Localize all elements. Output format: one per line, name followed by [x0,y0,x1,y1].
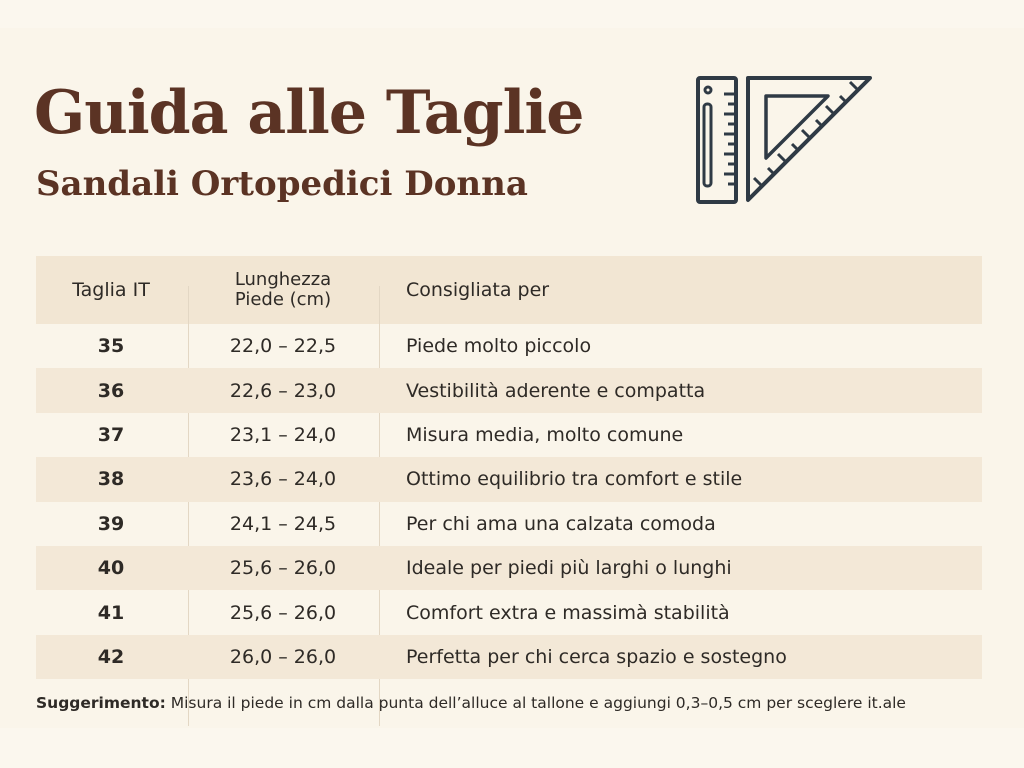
table-row [36,635,982,679]
page-subtitle: Sandali Ortopedici Donna [36,164,528,204]
length-cell: 22,6 – 23,0 [229,379,337,402]
table-row [36,413,982,457]
size-table [36,256,982,679]
table-header [36,256,982,324]
header-size-it: Taglia IT [72,279,150,301]
size-cell: 37 [97,423,125,446]
recommendation-cell: Perfetta per chi cerca spazio e sostegno [406,645,787,668]
recommendation-cell: Vestibilità aderente e compatta [406,379,706,402]
size-cell: 35 [97,335,125,358]
header-recommended-for: Consigliata per [406,279,550,301]
length-cell: 25,6 – 26,0 [229,557,337,580]
recommendation-cell: Misura media, molto comune [406,423,684,446]
size-cell: 40 [97,557,125,580]
recommendation-cell: Ottimo equilibrio tra comfort e stile [406,468,743,491]
length-cell: 23,6 – 24,0 [229,468,337,491]
recommendation-cell: Comfort extra e massimà stabilità [406,601,730,624]
page-title: Guida alle Taglie [34,78,584,148]
length-cell: 22,0 – 22,5 [229,335,337,358]
ruler-and-set-square-icon [694,74,876,206]
tip-label: Suggerimento: [36,694,166,712]
table-row [36,590,982,634]
recommendation-cell: Ideale per piedi più larghi o lunghi [406,557,732,580]
table-row [36,368,982,412]
table-row [36,324,982,368]
size-cell: 39 [97,512,125,535]
header-foot-length: Lunghezza Piede (cm) [234,269,332,310]
recommendation-cell: Piede molto piccolo [406,335,592,358]
tip-text: Misura il piede in cm dalla punta dell’alluce al tallone e aggiungi 0,3–0,5 cm per sceglere it.ale [170,694,906,712]
size-cell: 38 [97,468,125,491]
size-cell: 41 [97,601,125,624]
length-cell: 23,1 – 24,0 [229,423,337,446]
table-row [36,546,982,590]
table-row [36,502,982,546]
recommendation-cell: Per chi ama una calzata comoda [406,512,716,535]
measurement-tip [36,694,906,712]
table-row [36,457,982,501]
size-cell: 36 [97,379,125,402]
size-cell: 42 [97,645,125,668]
length-cell: 24,1 – 24,5 [229,512,337,535]
length-cell: 26,0 – 26,0 [229,645,337,668]
length-cell: 25,6 – 26,0 [229,601,337,624]
